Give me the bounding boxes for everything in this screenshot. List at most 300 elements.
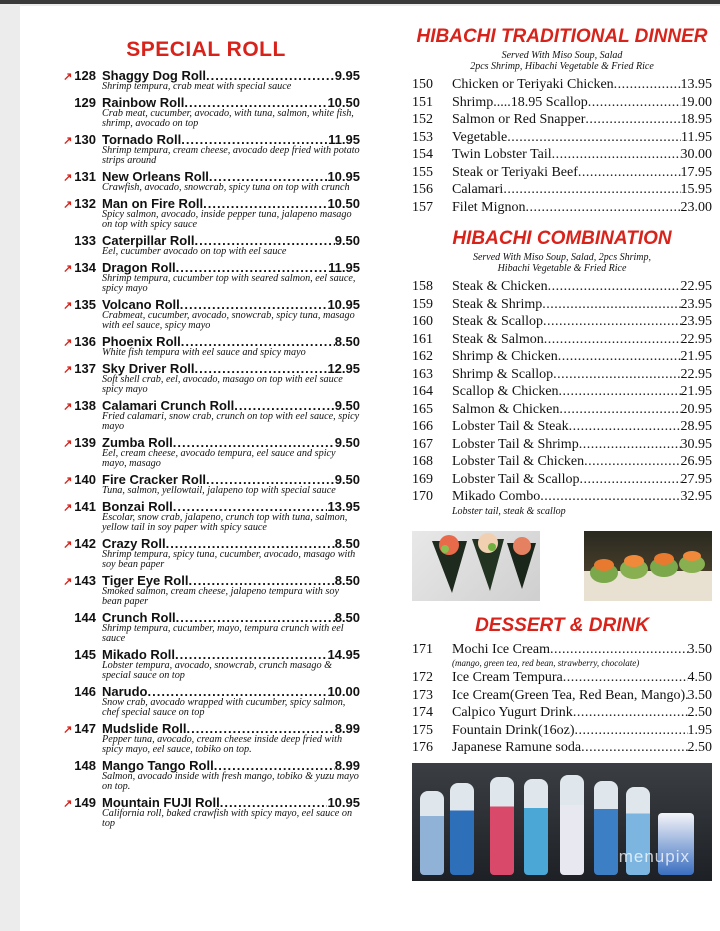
special-roll-title: SPECIAL ROLL bbox=[126, 38, 286, 61]
item-price: 8.50 bbox=[334, 536, 360, 551]
item-price: 27.95 bbox=[680, 471, 712, 487]
item-price: 10.95 bbox=[327, 169, 360, 184]
menu-item bbox=[412, 199, 712, 217]
item-number: 156 bbox=[412, 182, 433, 197]
ramune-drinks-photo bbox=[412, 763, 712, 881]
special-roll-item bbox=[52, 361, 360, 395]
dot-leader bbox=[550, 641, 688, 659]
item-description: Eel, cream cheese, avocado tempura, eel sauce and spicy mayo, masago bbox=[102, 448, 336, 469]
menu-item bbox=[412, 418, 712, 436]
item-description: Crab meat, cucumber, avocado, with tuna, salmon, white fish, shrimp, avocado on top bbox=[102, 108, 354, 129]
item-price: 22.95 bbox=[680, 366, 712, 382]
item-price: 8.50 bbox=[334, 573, 360, 588]
item-price: 19.00 bbox=[680, 94, 712, 110]
menu-item bbox=[412, 383, 712, 401]
item-number bbox=[52, 334, 96, 349]
special-roll-item bbox=[52, 684, 360, 718]
item-number bbox=[52, 647, 96, 662]
special-roll-item bbox=[52, 233, 360, 257]
menu-item bbox=[412, 488, 712, 506]
item-number bbox=[52, 297, 96, 312]
item-name: Shrimp & Scallop bbox=[452, 366, 554, 382]
item-number: 176 bbox=[412, 740, 433, 755]
item-name: Japanese Ramune soda bbox=[452, 740, 582, 755]
chili-pepper-icon: ↗ bbox=[63, 576, 73, 588]
item-name: Lobster Tail & Chicken bbox=[452, 454, 585, 469]
menu-item bbox=[412, 641, 712, 659]
item-price: 32.95 bbox=[680, 489, 712, 504]
dot-leader bbox=[573, 704, 688, 722]
item-name: Steak & Salmon bbox=[452, 331, 544, 347]
item-number-text: 129 bbox=[74, 95, 96, 110]
item-description: Fried calamari, snow crab, crunch on top with eel sauce, spicy mayo bbox=[102, 411, 360, 432]
special-roll-item bbox=[52, 169, 360, 193]
dot-leader bbox=[559, 383, 681, 401]
item-name: Ice Cream(Green Tea, Red Bean, Mango) bbox=[452, 687, 686, 703]
item-price: 18.95 bbox=[680, 112, 712, 127]
item-name: Crunch Roll bbox=[102, 610, 176, 625]
item-price: 9.50 bbox=[334, 398, 360, 413]
special-roll-item bbox=[52, 610, 360, 644]
item-name: Chicken or Teriyaki Chicken bbox=[452, 77, 614, 92]
sushi-rolls-photo bbox=[584, 531, 712, 601]
item-name: Fire Cracker Roll bbox=[102, 472, 207, 487]
item-number bbox=[52, 573, 96, 588]
item-number-text: 133 bbox=[74, 233, 96, 248]
special-roll-item bbox=[52, 647, 360, 681]
item-number-text: 146 bbox=[74, 684, 96, 699]
item-number: 159 bbox=[412, 296, 433, 312]
item-name: Crazy Roll bbox=[102, 536, 166, 551]
item-number-text: 141 bbox=[74, 499, 96, 514]
dot-leader bbox=[579, 436, 681, 454]
watermark: menupix bbox=[618, 846, 690, 866]
item-name: Mango Tango Roll bbox=[102, 758, 214, 773]
item-name: Salmon or Red Snapper bbox=[452, 112, 586, 127]
chili-pepper-icon: ↗ bbox=[63, 300, 73, 312]
item-number: 167 bbox=[412, 436, 433, 452]
special-roll-list bbox=[52, 68, 360, 829]
item-name: Scallop & Chicken bbox=[452, 384, 559, 399]
dot-leader bbox=[563, 669, 688, 687]
special-roll-item bbox=[52, 758, 360, 792]
sushi-rolls-image bbox=[584, 531, 712, 601]
item-note: (mango, green tea, red bean, strawberry, chocolate) bbox=[452, 658, 640, 668]
menu-item bbox=[412, 704, 712, 722]
item-number bbox=[52, 361, 96, 376]
dot-leader bbox=[559, 401, 680, 419]
item-price: 9.50 bbox=[334, 435, 360, 450]
item-number bbox=[52, 472, 96, 487]
item-description: Salmon, avocado inside with fresh mango, tobiko & yuzu mayo on top. bbox=[102, 771, 359, 792]
item-number bbox=[52, 499, 96, 514]
item-number-text: 132 bbox=[74, 196, 96, 211]
ramune-bottle bbox=[594, 781, 618, 875]
item-number: 151 bbox=[412, 94, 433, 110]
item-number-text: 131 bbox=[74, 169, 96, 184]
item-number bbox=[52, 721, 96, 736]
menu-item bbox=[412, 313, 712, 331]
item-number bbox=[52, 68, 96, 83]
special-roll-item bbox=[52, 472, 360, 496]
item-number: 158 bbox=[412, 279, 433, 294]
item-price: 22.95 bbox=[680, 279, 712, 294]
dot-leader bbox=[544, 331, 681, 349]
item-name: Twin Lobster Tail bbox=[452, 147, 552, 162]
dot-leader bbox=[503, 181, 680, 199]
item-number: 155 bbox=[412, 164, 433, 180]
item-price: 23.95 bbox=[680, 296, 712, 312]
item-number-text: 142 bbox=[74, 536, 96, 551]
ramune-bottle bbox=[450, 783, 474, 875]
item-description: Shrimp tempura, cucumber top with seared salmon, eel sauce, spicy mayo bbox=[102, 273, 356, 294]
menu-item bbox=[412, 164, 712, 182]
ramune-bottle bbox=[490, 777, 514, 875]
item-number: 173 bbox=[412, 687, 433, 703]
item-name: Dragon Roll bbox=[102, 260, 176, 275]
item-name: Steak or Teriyaki Beef bbox=[452, 164, 578, 180]
ramune-bottle bbox=[420, 791, 444, 875]
item-number bbox=[52, 95, 96, 110]
item-price: 14.95 bbox=[327, 647, 360, 662]
item-name: Sky Driver Roll bbox=[102, 361, 195, 376]
item-name: Calpico Yugurt Drink bbox=[452, 705, 573, 720]
dot-leader bbox=[548, 278, 681, 296]
chili-pepper-icon: ↗ bbox=[63, 337, 73, 349]
hand-roll-photo bbox=[412, 531, 540, 601]
item-number bbox=[52, 435, 96, 450]
item-description: Tuna, salmon, yellowtail, jalapeno top with special sauce bbox=[102, 485, 336, 496]
special-roll-item bbox=[52, 68, 360, 92]
item-price: 11.95 bbox=[328, 260, 360, 275]
item-number: 165 bbox=[412, 401, 433, 417]
item-name: Salmon & Chicken bbox=[452, 401, 560, 417]
menu-item bbox=[412, 111, 712, 129]
hibachi-combo-title: HIBACHI COMBINATION bbox=[452, 228, 672, 249]
item-name: Lobster Tail & Steak bbox=[452, 419, 569, 434]
item-number: 153 bbox=[412, 129, 433, 145]
dot-leader bbox=[569, 418, 681, 436]
menu-item bbox=[412, 76, 712, 94]
chili-pepper-icon: ↗ bbox=[63, 263, 73, 275]
item-price: 8.50 bbox=[334, 610, 360, 625]
item-price: 9.50 bbox=[334, 472, 360, 487]
hibachi-dinner-subtitle: Served With Miso Soup, Salad 2pcs Shrimp, Hibachi Vegetable & Fried Rice bbox=[470, 50, 654, 72]
special-roll-item bbox=[52, 334, 360, 358]
special-roll-item bbox=[52, 260, 360, 294]
item-number: 163 bbox=[412, 366, 433, 382]
chili-pepper-icon: ↗ bbox=[63, 172, 73, 184]
hibachi-dinner-list bbox=[412, 76, 712, 216]
menu-item bbox=[412, 181, 712, 199]
dot-leader bbox=[558, 348, 681, 366]
menu-item bbox=[412, 94, 712, 112]
chili-pepper-icon: ↗ bbox=[63, 438, 73, 450]
item-number: 152 bbox=[412, 112, 433, 127]
item-number bbox=[52, 260, 96, 275]
hibachi-dinner-title: HIBACHI TRADITIONAL DINNER bbox=[416, 26, 708, 47]
item-number-text: 139 bbox=[74, 435, 96, 450]
item-number-text: 148 bbox=[74, 758, 96, 773]
chili-pepper-icon: ↗ bbox=[63, 502, 73, 514]
dot-leader bbox=[578, 164, 681, 182]
item-name: Volcano Roll bbox=[102, 297, 180, 312]
dot-leader bbox=[588, 94, 681, 112]
dot-leader bbox=[507, 129, 681, 147]
dot-leader bbox=[553, 366, 680, 384]
dot-leader bbox=[579, 471, 680, 489]
special-roll-item bbox=[52, 573, 360, 607]
special-roll-item bbox=[52, 132, 360, 166]
menu-item bbox=[412, 471, 712, 489]
item-name: Steak & Shrimp bbox=[452, 296, 543, 312]
item-price: 10.95 bbox=[327, 297, 360, 312]
item-name: Shrimp.....18.95 Scallop bbox=[452, 94, 588, 110]
item-price: 8.50 bbox=[334, 334, 360, 349]
item-number-text: 134 bbox=[74, 260, 96, 275]
item-number: 168 bbox=[412, 454, 433, 469]
ramune-bottle bbox=[560, 775, 584, 875]
dot-leader bbox=[552, 146, 681, 164]
item-number bbox=[52, 610, 96, 625]
item-name: Mochi Ice Cream bbox=[452, 641, 550, 657]
item-price: 15.95 bbox=[680, 182, 712, 197]
chili-pepper-icon: ↗ bbox=[63, 475, 73, 487]
special-roll-item bbox=[52, 297, 360, 331]
menu-item bbox=[412, 146, 712, 164]
item-name: Mikado Combo bbox=[452, 489, 541, 504]
item-description: Crawfish, avocado, snowcrab, spicy tuna on top with crunch bbox=[102, 182, 350, 193]
item-name: Caterpillar Roll bbox=[102, 233, 195, 248]
chili-pepper-icon: ↗ bbox=[63, 199, 73, 211]
item-price: 2.50 bbox=[687, 740, 712, 755]
item-name: Mikado Roll bbox=[102, 647, 175, 662]
special-roll-item bbox=[52, 398, 360, 432]
item-description: Eel, cucumber avocado on top with eel sauce bbox=[102, 246, 287, 257]
dot-leader bbox=[543, 313, 681, 331]
item-name: Tornado Roll bbox=[102, 132, 182, 147]
item-price: 28.95 bbox=[680, 419, 712, 434]
item-number bbox=[52, 196, 96, 211]
item-price: 10.50 bbox=[327, 95, 360, 110]
item-price: 9.50 bbox=[334, 233, 360, 248]
item-description: Escolar, snow crab, jalapeno, crunch top with tuna, salmon, yellow tail in soy paper with spicy sauce bbox=[102, 512, 348, 533]
right-column bbox=[412, 26, 712, 881]
item-price: 26.95 bbox=[680, 454, 712, 469]
item-description: Snow crab, avocado wrapped with cucumber, spicy salmon, chef special sauce on top bbox=[102, 697, 346, 718]
item-description: Shrimp tempura, crab meat with special sauce bbox=[102, 81, 292, 92]
item-price: 13.95 bbox=[327, 499, 360, 514]
item-name: Ice Cream Tempura bbox=[452, 670, 563, 685]
item-price: 23.95 bbox=[680, 314, 712, 329]
item-price: 1.95 bbox=[687, 722, 712, 738]
item-name: Vegetable bbox=[452, 129, 508, 145]
item-name: Lobster Tail & Shrimp bbox=[452, 436, 579, 452]
item-name: Mudslide Roll bbox=[102, 721, 187, 736]
item-description: Spicy salmon, avocado, inside pepper tuna, jalapeno masago on top with spicy sauce bbox=[102, 209, 352, 230]
item-number-text: 149 bbox=[74, 795, 96, 810]
special-roll-item bbox=[52, 795, 360, 829]
dot-leader bbox=[614, 76, 681, 94]
item-number: 174 bbox=[412, 705, 433, 720]
item-name: Man on Fire Roll bbox=[102, 196, 204, 211]
hibachi-combo-subtitle: Served With Miso Soup, Salad, 2pcs Shrimp, Hibachi Vegetable & Fried Rice bbox=[472, 252, 652, 274]
item-price: 23.00 bbox=[680, 199, 712, 215]
item-description: California roll, baked crawfish with spicy mayo, eel sauce on top bbox=[102, 808, 353, 829]
special-roll-section bbox=[52, 20, 360, 832]
item-name: Tiger Eye Roll bbox=[102, 573, 189, 588]
item-number: 166 bbox=[412, 419, 433, 434]
item-name: Steak & Chicken bbox=[452, 279, 548, 294]
menu-item bbox=[412, 739, 712, 757]
item-description: Shrimp tempura, spicy tuna, cucumber, avocado, masago with soy bean paper bbox=[102, 549, 356, 570]
item-name: Lobster Tail & Scallop bbox=[452, 471, 580, 487]
dot-leader bbox=[585, 111, 680, 129]
dot-leader bbox=[581, 739, 687, 757]
dot-leader bbox=[584, 453, 680, 471]
item-price: 22.95 bbox=[680, 331, 712, 347]
item-name: Bonzai Roll bbox=[102, 499, 173, 514]
menu-item bbox=[412, 348, 712, 366]
chili-pepper-icon: ↗ bbox=[63, 724, 73, 736]
menu-item bbox=[412, 278, 712, 296]
dot-leader bbox=[574, 722, 687, 740]
menu-item bbox=[412, 401, 712, 419]
special-roll-item bbox=[52, 196, 360, 230]
hibachi-combo-list bbox=[412, 278, 712, 506]
top-border bbox=[0, 0, 720, 4]
item-number bbox=[52, 684, 96, 699]
item-price: 12.95 bbox=[327, 361, 360, 376]
chili-pepper-icon: ↗ bbox=[63, 401, 73, 413]
item-description: Shrimp tempura, cucumber, mayo, tempura crunch with eel sauce bbox=[102, 623, 344, 644]
item-description: Smoked salmon, cream cheese, jalapeno tempura with soy bean paper bbox=[102, 586, 339, 607]
item-number-text: 130 bbox=[74, 132, 96, 147]
menu-item bbox=[412, 669, 712, 687]
menu-item bbox=[412, 453, 712, 471]
item-price: 8.99 bbox=[334, 721, 360, 736]
chili-pepper-icon: ↗ bbox=[63, 135, 73, 147]
menu-item bbox=[412, 687, 712, 705]
item-name: Fountain Drink(16oz) bbox=[452, 722, 575, 738]
item-number: 175 bbox=[412, 722, 433, 738]
item-description: Pepper tuna, avocado, cream cheese inside deep fried with spicy mayo, eel sauce, tobiko on top. bbox=[102, 734, 343, 755]
menu-item bbox=[412, 722, 712, 740]
item-price: 11.95 bbox=[328, 132, 360, 147]
item-number bbox=[52, 233, 96, 248]
item-name: Phoenix Roll bbox=[102, 334, 181, 349]
dot-leader bbox=[540, 488, 680, 506]
item-name: Calamari Crunch Roll bbox=[102, 398, 235, 413]
item-price: 2.50 bbox=[687, 705, 712, 720]
hand-roll-image bbox=[412, 531, 540, 601]
dessert-list bbox=[412, 641, 712, 757]
item-number-text: 128 bbox=[74, 68, 96, 83]
item-name: Mountain FUJI Roll bbox=[102, 795, 220, 810]
menu-item bbox=[412, 331, 712, 349]
item-number bbox=[52, 758, 96, 773]
item-number bbox=[52, 536, 96, 551]
item-number: 172 bbox=[412, 670, 433, 685]
item-number: 160 bbox=[412, 314, 433, 329]
item-number-text: 138 bbox=[74, 398, 96, 413]
item-number bbox=[52, 132, 96, 147]
menu-item bbox=[412, 436, 712, 454]
chili-pepper-icon: ↗ bbox=[63, 539, 73, 551]
item-number bbox=[52, 169, 96, 184]
item-price: 21.95 bbox=[680, 349, 712, 364]
item-number-text: 144 bbox=[74, 610, 96, 625]
item-price: 30.00 bbox=[680, 147, 712, 162]
item-price: 3.50 bbox=[687, 641, 712, 657]
special-roll-item bbox=[52, 499, 360, 533]
menu-item bbox=[412, 366, 712, 384]
item-description: White fish tempura with eel sauce and spicy mayo bbox=[102, 347, 306, 358]
item-number: 157 bbox=[412, 199, 433, 215]
item-price: 30.95 bbox=[680, 436, 712, 452]
special-roll-item bbox=[52, 536, 360, 570]
chili-pepper-icon: ↗ bbox=[63, 364, 73, 376]
item-number: 154 bbox=[412, 147, 433, 162]
item-price: 21.95 bbox=[680, 384, 712, 399]
item-price: 20.95 bbox=[680, 401, 712, 417]
item-name: Filet Mignon bbox=[452, 199, 526, 215]
item-number: 164 bbox=[412, 384, 433, 399]
special-roll-item bbox=[52, 435, 360, 469]
item-description: Lobster tempura, avocado, snowcrab, crunch masago & special sauce on top bbox=[102, 660, 333, 681]
item-price: 9.95 bbox=[334, 68, 360, 83]
item-price: 10.50 bbox=[327, 196, 360, 211]
item-number-text: 140 bbox=[74, 472, 96, 487]
item-number: 170 bbox=[412, 489, 433, 504]
item-number: 162 bbox=[412, 349, 433, 364]
item-price: 10.95 bbox=[327, 795, 360, 810]
item-number-text: 137 bbox=[74, 361, 96, 376]
item-number: 150 bbox=[412, 77, 433, 92]
item-number-text: 145 bbox=[74, 647, 96, 662]
item-name: Shrimp & Chicken bbox=[452, 349, 558, 364]
item-price: 3.50 bbox=[687, 687, 712, 703]
item-name: Zumba Roll bbox=[102, 435, 173, 450]
item-price: 13.95 bbox=[680, 77, 712, 92]
item-number-text: 143 bbox=[74, 573, 96, 588]
item-price: 4.50 bbox=[687, 670, 712, 685]
item-name: Rainbow Roll bbox=[102, 95, 185, 110]
item-price: 10.00 bbox=[327, 684, 360, 699]
item-description: Shrimp tempura, cream cheese, avocado deep fried with potato strips around bbox=[102, 145, 360, 166]
dot-leader bbox=[542, 296, 680, 314]
item-name: Shaggy Dog Roll bbox=[102, 68, 206, 83]
item-name: Steak & Scallop bbox=[452, 314, 543, 329]
food-photos bbox=[412, 531, 712, 601]
item-name: Narudo bbox=[102, 684, 148, 699]
item-price: 8.99 bbox=[334, 758, 360, 773]
menu-item bbox=[412, 129, 712, 147]
chili-pepper-icon: ↗ bbox=[63, 798, 73, 810]
item-number: 171 bbox=[412, 641, 433, 657]
item-number-text: 136 bbox=[74, 334, 96, 349]
item-number-text: 147 bbox=[74, 721, 96, 736]
item-description: Soft shell crab, eel, avocado, masago on top with eel sauce spicy mayo bbox=[102, 374, 343, 395]
special-roll-item bbox=[52, 721, 360, 755]
menu-item bbox=[412, 296, 712, 314]
item-name: New Orleans Roll bbox=[102, 169, 209, 184]
ramune-bottle bbox=[524, 779, 548, 875]
item-number: 169 bbox=[412, 471, 433, 487]
mikado-combo-note: Lobster tail, steak & scallop bbox=[452, 505, 566, 517]
special-roll-item bbox=[52, 95, 360, 129]
item-number-text: 135 bbox=[74, 297, 96, 312]
